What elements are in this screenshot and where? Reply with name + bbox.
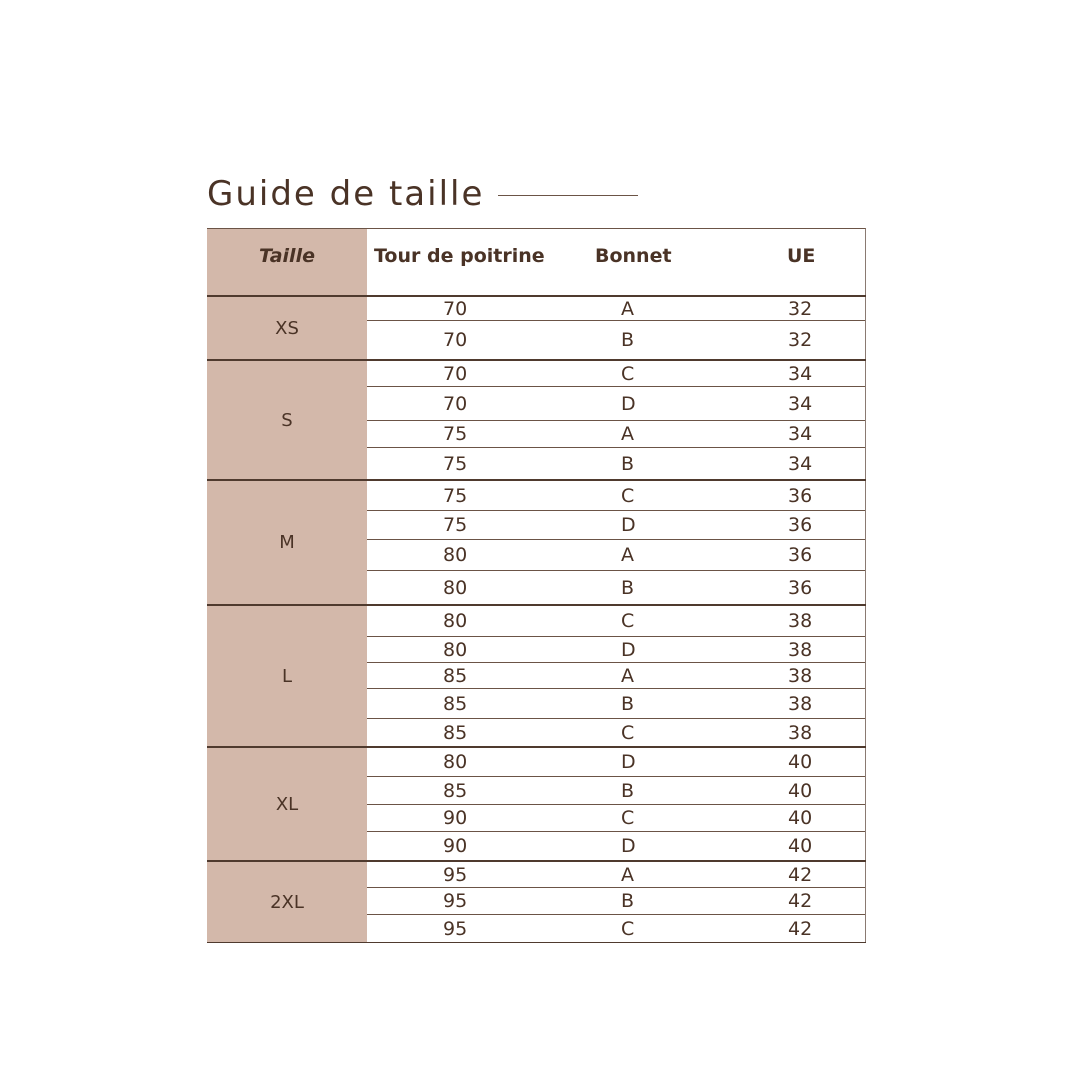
table-row xyxy=(367,571,865,604)
header-bonnet: Bonnet xyxy=(595,245,672,267)
bonnet-cell: D xyxy=(621,751,636,773)
page-title: Guide de taille xyxy=(207,174,485,214)
bonnet-cell: C xyxy=(621,807,635,829)
ue-cell: 40 xyxy=(788,835,813,857)
bonnet-cell: C xyxy=(621,721,635,744)
size-label: XS xyxy=(207,297,367,359)
bonnet-cell: B xyxy=(621,890,635,912)
size-label: 2XL xyxy=(207,862,367,942)
tour-de-poitrine-cell: 75 xyxy=(443,484,468,507)
table-row xyxy=(367,540,865,571)
ue-cell: 40 xyxy=(788,807,813,829)
ue-cell: 32 xyxy=(788,329,813,351)
bonnet-cell: A xyxy=(621,544,634,566)
table-row xyxy=(367,805,865,832)
size-rows xyxy=(367,481,866,604)
bonnet-cell: D xyxy=(621,392,636,415)
tour-de-poitrine-cell: 75 xyxy=(443,514,468,536)
table-row xyxy=(367,606,865,637)
ue-cell: 36 xyxy=(788,484,813,507)
tour-de-poitrine-cell: 85 xyxy=(443,664,468,687)
size-group-s xyxy=(207,359,866,479)
size-rows xyxy=(367,297,866,359)
tour-de-poitrine-cell: 80 xyxy=(443,638,468,661)
size-rows xyxy=(367,748,866,860)
table-row xyxy=(367,689,865,719)
bonnet-cell: C xyxy=(621,484,635,507)
bonnet-cell: C xyxy=(621,917,635,940)
bonnet-cell: D xyxy=(621,514,636,536)
bonnet-cell: B xyxy=(621,329,635,351)
bonnet-cell: D xyxy=(621,835,636,857)
bonnet-cell: A xyxy=(621,423,634,445)
tour-de-poitrine-cell: 70 xyxy=(443,297,468,320)
bonnet-cell: B xyxy=(621,452,635,475)
size-group-2xl xyxy=(207,860,866,942)
tour-de-poitrine-cell: 85 xyxy=(443,721,468,744)
tour-de-poitrine-cell: 80 xyxy=(443,544,468,566)
ue-cell: 38 xyxy=(788,638,813,661)
table-row xyxy=(367,297,865,321)
table-row xyxy=(367,719,865,746)
tour-de-poitrine-cell: 85 xyxy=(443,779,468,802)
size-label: XL xyxy=(207,748,367,860)
bonnet-cell: B xyxy=(621,692,635,715)
size-label: L xyxy=(207,606,367,746)
table-row xyxy=(367,387,865,421)
size-rows xyxy=(367,862,866,942)
title-divider xyxy=(498,195,638,196)
table-row xyxy=(367,481,865,511)
header-tour-de-poitrine: Tour de poitrine xyxy=(374,245,545,267)
table-header xyxy=(207,228,866,295)
ue-cell: 32 xyxy=(788,297,813,320)
bonnet-cell: B xyxy=(621,576,635,599)
tour-de-poitrine-cell: 70 xyxy=(443,362,468,385)
ue-cell: 34 xyxy=(788,392,813,415)
table-row xyxy=(367,361,865,387)
ue-cell: 36 xyxy=(788,576,813,599)
header-taille: Taille xyxy=(259,245,315,267)
ue-cell: 42 xyxy=(788,863,813,886)
ue-cell: 38 xyxy=(788,664,813,687)
ue-cell: 40 xyxy=(788,779,813,802)
ue-cell: 40 xyxy=(788,751,813,773)
ue-cell: 34 xyxy=(788,362,813,385)
tour-de-poitrine-cell: 75 xyxy=(443,452,468,475)
tour-de-poitrine-cell: 70 xyxy=(443,392,468,415)
ue-cell: 42 xyxy=(788,890,813,912)
tour-de-poitrine-cell: 75 xyxy=(443,423,468,445)
size-group-m xyxy=(207,479,866,604)
size-label: S xyxy=(207,361,367,479)
tour-de-poitrine-cell: 95 xyxy=(443,890,468,912)
table-row xyxy=(367,511,865,540)
tour-de-poitrine-cell: 80 xyxy=(443,576,468,599)
tour-de-poitrine-cell: 70 xyxy=(443,329,468,351)
table-row xyxy=(367,748,865,777)
bonnet-cell: C xyxy=(621,610,635,632)
table-row xyxy=(367,448,865,479)
table-row xyxy=(367,777,865,805)
tour-de-poitrine-cell: 95 xyxy=(443,863,468,886)
bonnet-cell: D xyxy=(621,638,636,661)
bonnet-cell: A xyxy=(621,297,634,320)
tour-de-poitrine-cell: 80 xyxy=(443,610,468,632)
table-row xyxy=(367,663,865,689)
tour-de-poitrine-cell: 85 xyxy=(443,692,468,715)
table-row xyxy=(367,915,865,942)
bonnet-cell: A xyxy=(621,863,634,886)
size-label: M xyxy=(207,481,367,604)
size-group-l xyxy=(207,604,866,746)
ue-cell: 34 xyxy=(788,452,813,475)
table-bottom-rule xyxy=(207,942,866,943)
size-rows xyxy=(367,361,866,479)
table-row xyxy=(367,321,865,359)
ue-cell: 42 xyxy=(788,917,813,940)
ue-cell: 38 xyxy=(788,721,813,744)
table-row xyxy=(367,421,865,448)
bonnet-cell: A xyxy=(621,664,634,687)
table-row xyxy=(367,832,865,860)
size-group-xl xyxy=(207,746,866,860)
ue-cell: 36 xyxy=(788,544,813,566)
bonnet-cell: C xyxy=(621,362,635,385)
tour-de-poitrine-cell: 90 xyxy=(443,835,468,857)
table-row xyxy=(367,862,865,888)
ue-cell: 38 xyxy=(788,610,813,632)
size-group-xs xyxy=(207,295,866,359)
tour-de-poitrine-cell: 90 xyxy=(443,807,468,829)
tour-de-poitrine-cell: 80 xyxy=(443,751,468,773)
size-rows xyxy=(367,606,866,746)
bonnet-cell: B xyxy=(621,779,635,802)
table-row xyxy=(367,888,865,915)
ue-cell: 34 xyxy=(788,423,813,445)
ue-cell: 38 xyxy=(788,692,813,715)
table-row xyxy=(367,637,865,663)
tour-de-poitrine-cell: 95 xyxy=(443,917,468,940)
header-ue: UE xyxy=(787,245,816,267)
ue-cell: 36 xyxy=(788,514,813,536)
